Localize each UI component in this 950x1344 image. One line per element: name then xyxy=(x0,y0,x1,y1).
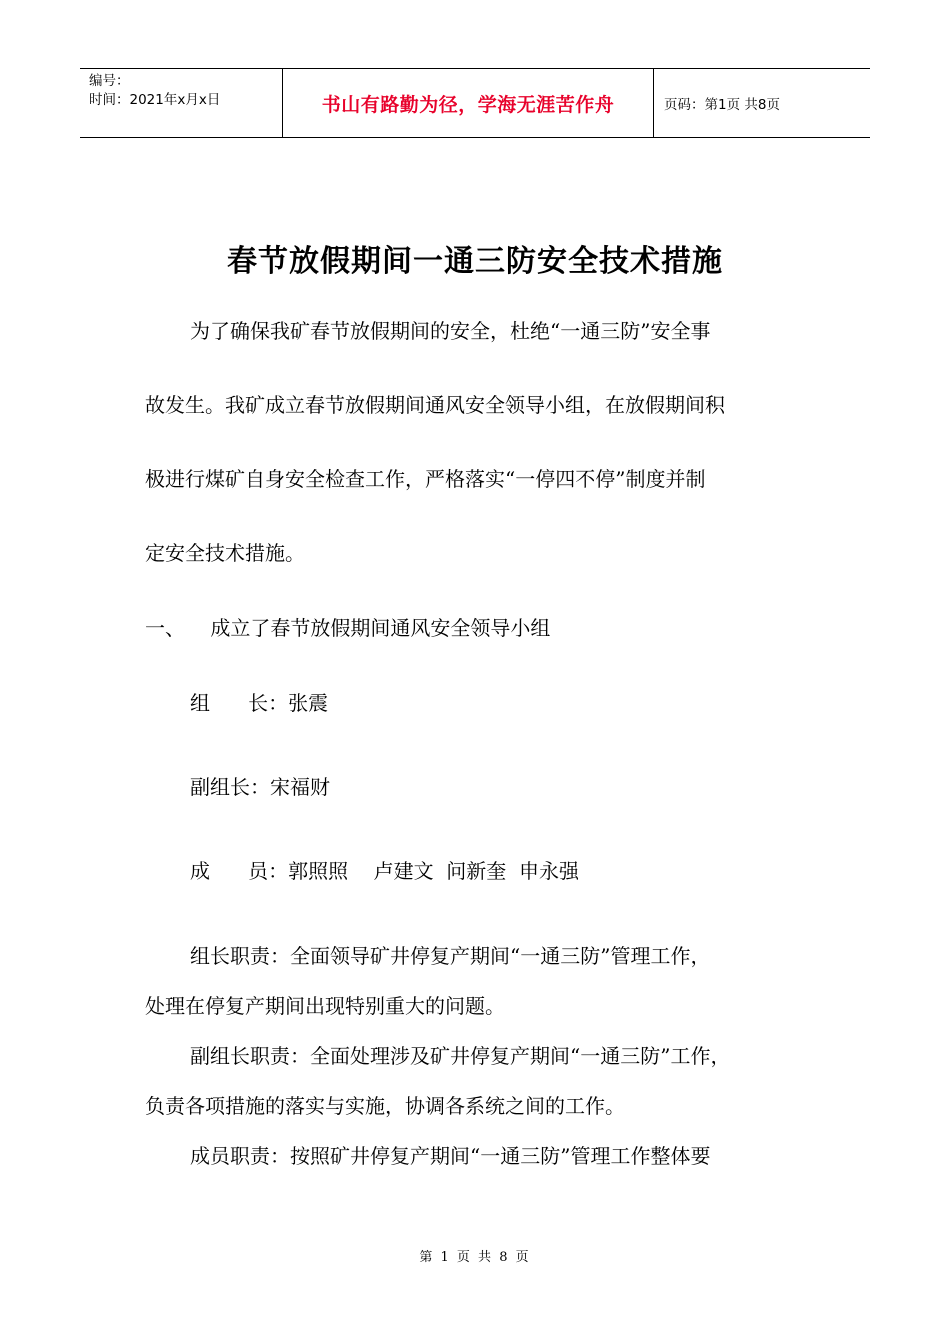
vice-leader-name: 副组长：宋福财 xyxy=(190,775,330,799)
header-info xyxy=(80,69,282,137)
member-duty-line: 成员职责：按照矿井停复产期间“一通三防”管理工作整体要 xyxy=(190,1144,711,1168)
members-list: 成 员：郭照照 卢建文 问新奎 申永强 xyxy=(190,859,580,883)
leader-name: 组 长：张震 xyxy=(190,691,329,715)
paragraph-line: 极进行煤矿自身安全检查工作，严格落实“一停四不停”制度并制 xyxy=(145,467,706,491)
leader-duty-line: 处理在停复产期间出现特别重大的问题。 xyxy=(145,994,505,1018)
vice-duty-line: 负责各项措施的落实与实施，协调各系统之间的工作。 xyxy=(145,1094,625,1118)
document-number: 编号： xyxy=(89,73,130,89)
vice-duty-line: 副组长职责：全面处理涉及矿井停复产期间“一通三防”工作， xyxy=(190,1044,731,1068)
header-motto: 书山有路勤为径，学海无涯苦作舟 xyxy=(282,69,654,137)
paragraph-line: 故发生。我矿成立春节放假期间通风安全领导小组，在放假期间积 xyxy=(145,393,725,417)
leader-duty-line: 组长职责：全面领导矿井停复产期间“一通三防”管理工作， xyxy=(190,944,711,968)
paragraph-line: 定安全技术措施。 xyxy=(145,541,305,565)
page-header xyxy=(80,68,870,138)
page-footer: 第 1 页 共 8 页 xyxy=(419,1250,531,1265)
document-date: 时间：2021年x月x日 xyxy=(89,92,221,108)
section-heading-1: 一、 成立了春节放假期间通风安全领导小组 xyxy=(145,616,551,640)
document-title: 春节放假期间一通三防安全技术措施 xyxy=(227,244,723,279)
paragraph-line: 为了确保我矿春节放假期间的安全，杜绝“一通三防”安全事 xyxy=(190,319,711,343)
header-page-number: 页码：第1页 共8页 xyxy=(664,97,780,113)
